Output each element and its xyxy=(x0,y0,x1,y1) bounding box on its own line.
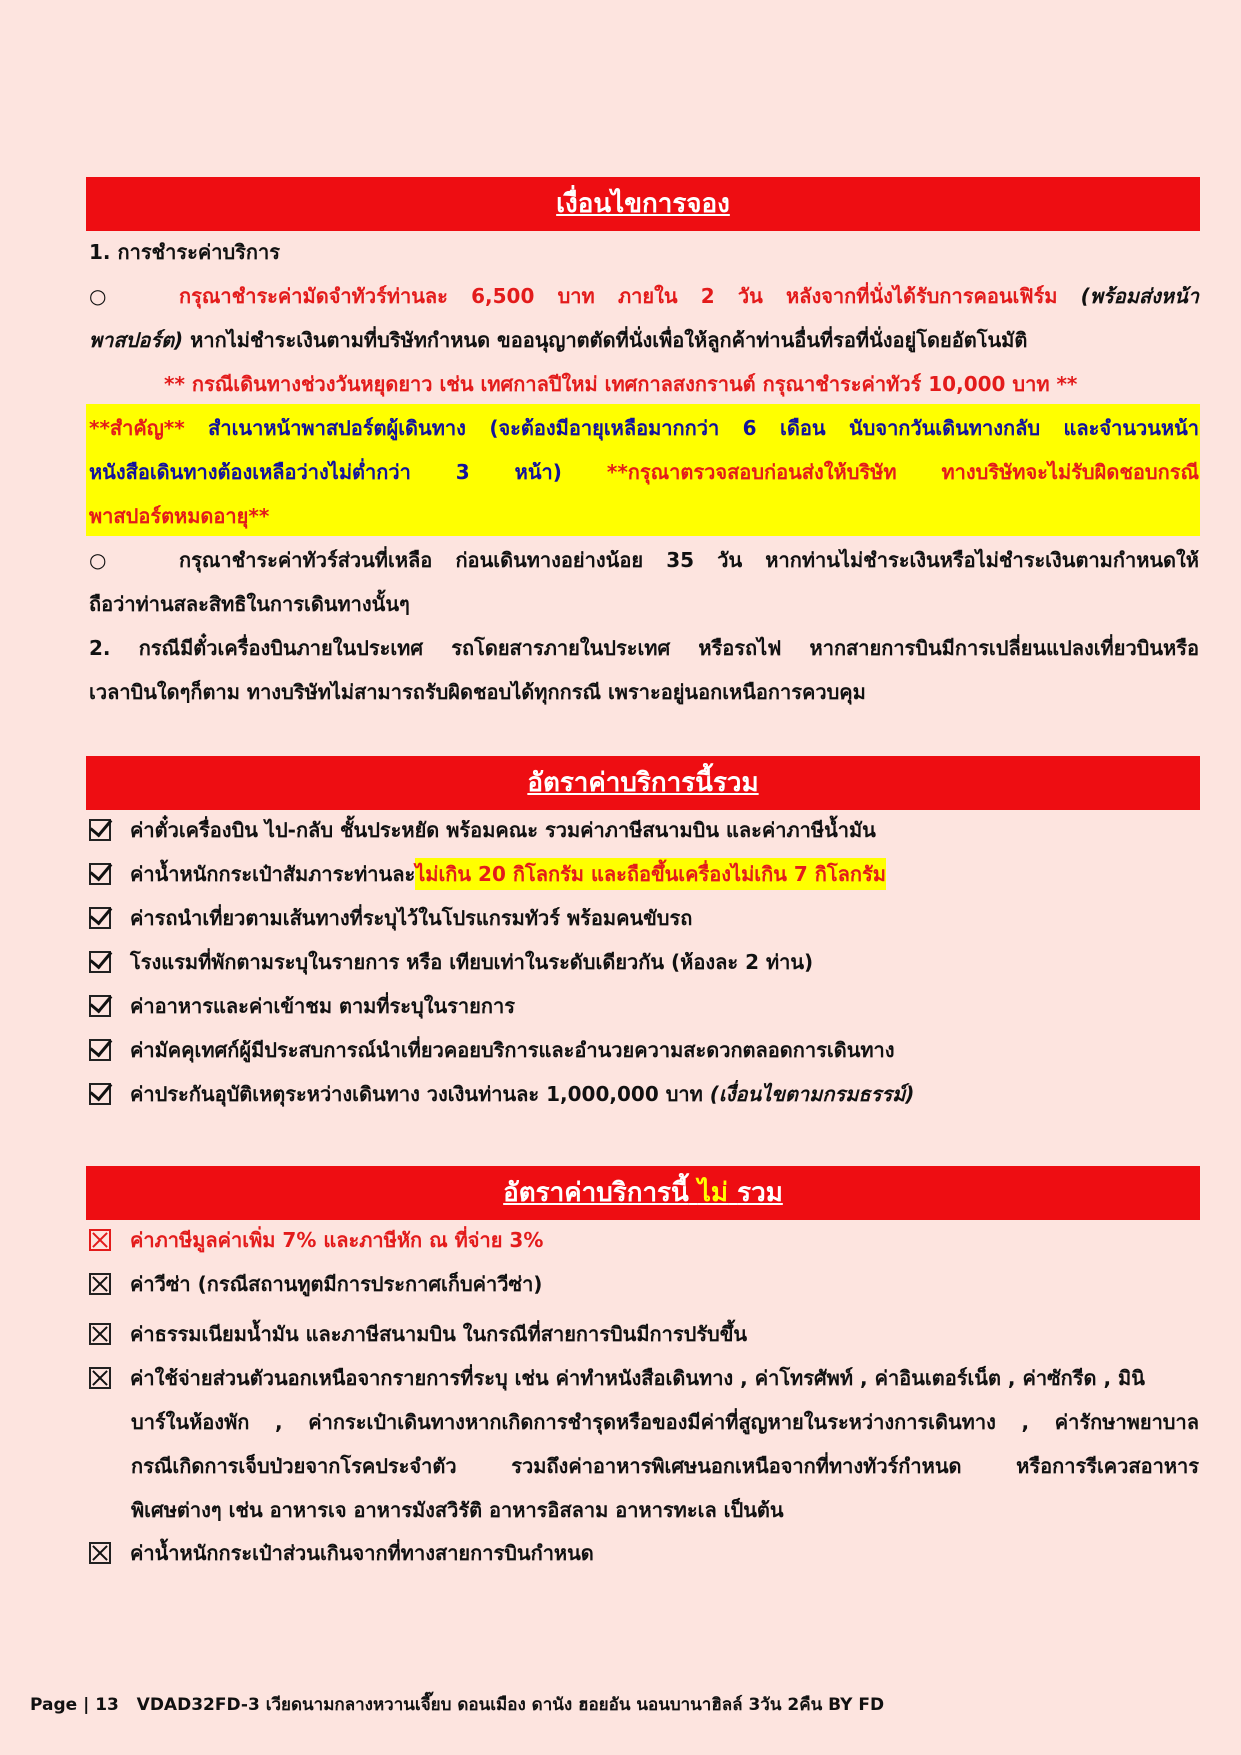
included-item-text: ค่าอาหารและค่าเข้าชม ตามที่ระบุในรายการ xyxy=(130,994,515,1018)
included-item-text: ค่ารถนำเที่ยวตามเส้นทางที่ระบุไว้ในโปรแกรมทัวร์ พร้อมคนขับรถ xyxy=(130,906,693,930)
excluded-item xyxy=(89,1359,1199,1397)
included-item-text: ค่าตั๋วเครื่องบิน ไป-กลับ ชั้นประหยัด พร้อมคณะ รวมค่าภาษีสนามบิน และค่าภาษีน้ำมัน xyxy=(130,818,876,842)
important-line-1 xyxy=(89,406,1199,450)
checkbox-checked-icon xyxy=(89,951,111,973)
excluded-title-a: อัตราค่าบริการนี้ xyxy=(503,1178,689,1208)
excluded-header xyxy=(86,1166,1200,1220)
domestic-line-2: เวลาบินใดๆก็ตาม ทางบริษัทไม่สามารถรับผิดชอบได้ทุกกรณี เพราะอยู่นอกเหนือการควบคุม xyxy=(89,680,866,704)
checkbox-cross-icon xyxy=(89,1367,111,1389)
insurance-note: (เงื่อนไขตามกรมธรรม์) xyxy=(709,1082,915,1106)
checkbox-checked-icon xyxy=(89,907,111,929)
excluded-item-text: ค่าธรรมเนียมน้ำมัน และภาษีสนามบิน ในกรณีที่สายการบินมีการปรับขึ้น xyxy=(130,1322,748,1346)
booking-conditions-header xyxy=(86,177,1200,231)
page-number: Page | 13 xyxy=(30,1695,119,1715)
baggage-allowance-highlight: ไม่เกิน 20 กิโลกรัม และถือขึ้นเครื่องไม่เกิน 7 กิโลกรัม xyxy=(415,858,886,890)
excluded-item xyxy=(89,1265,1199,1303)
included-item xyxy=(89,899,1199,937)
included-item-text: ค่าน้ำหนักกระเป๋าสัมภาระท่านละ xyxy=(130,862,416,886)
checkbox-checked-icon xyxy=(89,819,111,841)
booking-conditions-title: เงื่อนไขการจอง xyxy=(556,189,730,219)
checkbox-checked-icon xyxy=(89,995,111,1017)
included-item xyxy=(89,855,1199,893)
excluded-item-text: ค่าภาษีมูลค่าเพิ่ม 7% และภาษีหัก ณ ที่จ่าย 3% xyxy=(130,1228,544,1252)
checkbox-checked-icon xyxy=(89,1039,111,1061)
holiday-note: ** กรณีเดินทางช่วงวันหยุดยาว เช่น เทศกาลปีใหม่ เทศกาลสงกรานต์ กรุณาชำระค่าทัวร์ 10,000 บาท ** xyxy=(164,372,1078,396)
included-item xyxy=(89,987,1199,1025)
checkbox-cross-icon xyxy=(89,1542,111,1564)
important-warning: **กรุณาตรวจสอบก่อนส่งให้บริษัท ทางบริษัทจะไม่รับผิดชอบกรณี xyxy=(606,460,1200,484)
excluded-item-continuation: พิเศษต่างๆ เช่น อาหารเจ อาหารมังสวิรัติ อาหารอิสลาม อาหารทะเล เป็นต้น xyxy=(131,1498,784,1522)
checkbox-cross-icon xyxy=(89,1229,111,1251)
bullet-circle-icon: ○ xyxy=(89,548,107,572)
included-item-text: โรงแรมที่พักตามระบุในรายการ หรือ เทียบเท่าในระดับเดียวกัน (ห้องละ 2 ท่าน) xyxy=(130,950,814,974)
included-item-text: ค่าประกันอุบัติเหตุระหว่างเดินทาง วงเงินท่านละ 1,000,000 บาท xyxy=(130,1082,703,1106)
included-header xyxy=(86,756,1200,810)
important-line-2 xyxy=(89,450,1199,494)
balance-line-2: ถือว่าท่านสละสิทธิในการเดินทางนั้นๆ xyxy=(89,592,410,616)
excluded-title-c: รวม xyxy=(737,1178,783,1208)
excluded-item-text: ค่าใช้จ่ายส่วนตัวนอกเหนือจากรายการที่ระบุ เช่น ค่าทำหนังสือเดินทาง , ค่าโทรศัพท์ , ค่าอินเตอร์เน็ต , ค่าซักรีด , มินิ xyxy=(130,1366,1145,1390)
important-label: **สำคัญ** xyxy=(89,416,185,440)
included-item xyxy=(89,943,1199,981)
excluded-item xyxy=(89,1221,1199,1259)
deposit-italic: (พร้อมส่งหน้า xyxy=(1080,284,1199,308)
domestic-line-1: 2. กรณีมีตั๋วเครื่องบินภายในประเทศ รถโดยสารภายในประเทศ หรือรถไฟ หากสายการบินมีการเปลี่ยนแปลงเที่ยวบินหรือ xyxy=(89,636,1199,660)
bullet-circle-icon: ○ xyxy=(89,284,107,308)
included-item xyxy=(89,811,1199,849)
important-text-2: หนังสือเดินทางต้องเหลือว่างไม่ต่ำกว่า 3 หน้า) xyxy=(89,460,562,484)
excluded-item-text: ค่าน้ำหนักกระเป๋าส่วนเกินจากที่ทางสายการบินกำหนด xyxy=(130,1541,594,1565)
excluded-title-not: ไม่ xyxy=(697,1178,729,1208)
excluded-item xyxy=(89,1315,1199,1353)
checkbox-checked-icon xyxy=(89,863,111,885)
page-footer xyxy=(30,1691,884,1718)
checkbox-checked-icon xyxy=(89,1083,111,1105)
deposit-rest: หากไม่ชำระเงินตามที่บริษัทกำหนด ขออนุญาตตัดที่นั่งเพื่อให้ลูกค้าท่านอื่นที่รอที่นั่งอยู่โดยอัตโนมัติ xyxy=(190,328,1028,352)
important-text-1: สำเนาหน้าพาสปอร์ตผู้เดินทาง (จะต้องมีอายุเหลือมากกว่า 6 เดือน นับจากวันเดินทางกลับ และจำนวนหน้า xyxy=(208,416,1199,440)
deposit-text: กรุณาชำระค่ามัดจำทัวร์ท่านละ 6,500 บาท ภายใน 2 วัน หลังจากที่นั่งได้รับการคอนเฟิร์ม xyxy=(179,284,1058,308)
balance-line-1 xyxy=(89,538,1199,582)
deposit-line-2 xyxy=(89,318,1199,362)
deposit-line-1 xyxy=(89,274,1199,318)
payment-item-title: 1. การชำระค่าบริการ xyxy=(89,240,280,264)
included-item xyxy=(89,1031,1199,1069)
important-line-3: พาสปอร์ตหมดอายุ** xyxy=(89,504,270,528)
included-item-text: ค่ามัคคุเทศก์ผู้มีประสบการณ์นำเที่ยวคอยบริการและอำนวยความสะดวกตลอดการเดินทาง xyxy=(130,1038,895,1062)
checkbox-cross-icon xyxy=(89,1273,111,1295)
excluded-item-continuation: กรณีเกิดการเจ็บป่วยจากโรคประจำตัว รวมถึงค่าอาหารพิเศษนอกเหนือจากที่ทางทัวร์กำหนด หรือการรีเควสอาหาร xyxy=(131,1454,1199,1478)
excluded-item-continuation: บาร์ในห้องพัก , ค่ากระเป๋าเดินทางหากเกิดการชำรุดหรือของมีค่าที่สูญหายในระหว่างการเดินทาง , ค่ารักษาพยาบาล xyxy=(131,1410,1199,1434)
tour-code-title: VDAD32FD-3 เวียดนามกลางหวานเจี๊ยบ ดอนเมือง ดานัง ฮอยอัน นอนบานาฮิลล์ 3วัน 2คืน BY FD xyxy=(136,1695,885,1715)
deposit-italic-2: พาสปอร์ต) xyxy=(89,328,184,352)
excluded-item-text: ค่าวีซ่า (กรณีสถานทูตมีการประกาศเก็บค่าวีซ่า) xyxy=(130,1272,543,1296)
checkbox-cross-icon xyxy=(89,1323,111,1345)
included-title: อัตราค่าบริการนี้รวม xyxy=(527,768,759,798)
included-item xyxy=(89,1075,1199,1113)
balance-text-1: กรุณาชำระค่าทัวร์ส่วนที่เหลือ ก่อนเดินทางอย่างน้อย 35 วัน หากท่านไม่ชำระเงินหรือไม่ชำระเงินตามกำหนดให้ xyxy=(179,548,1199,572)
excluded-item xyxy=(89,1534,1199,1572)
